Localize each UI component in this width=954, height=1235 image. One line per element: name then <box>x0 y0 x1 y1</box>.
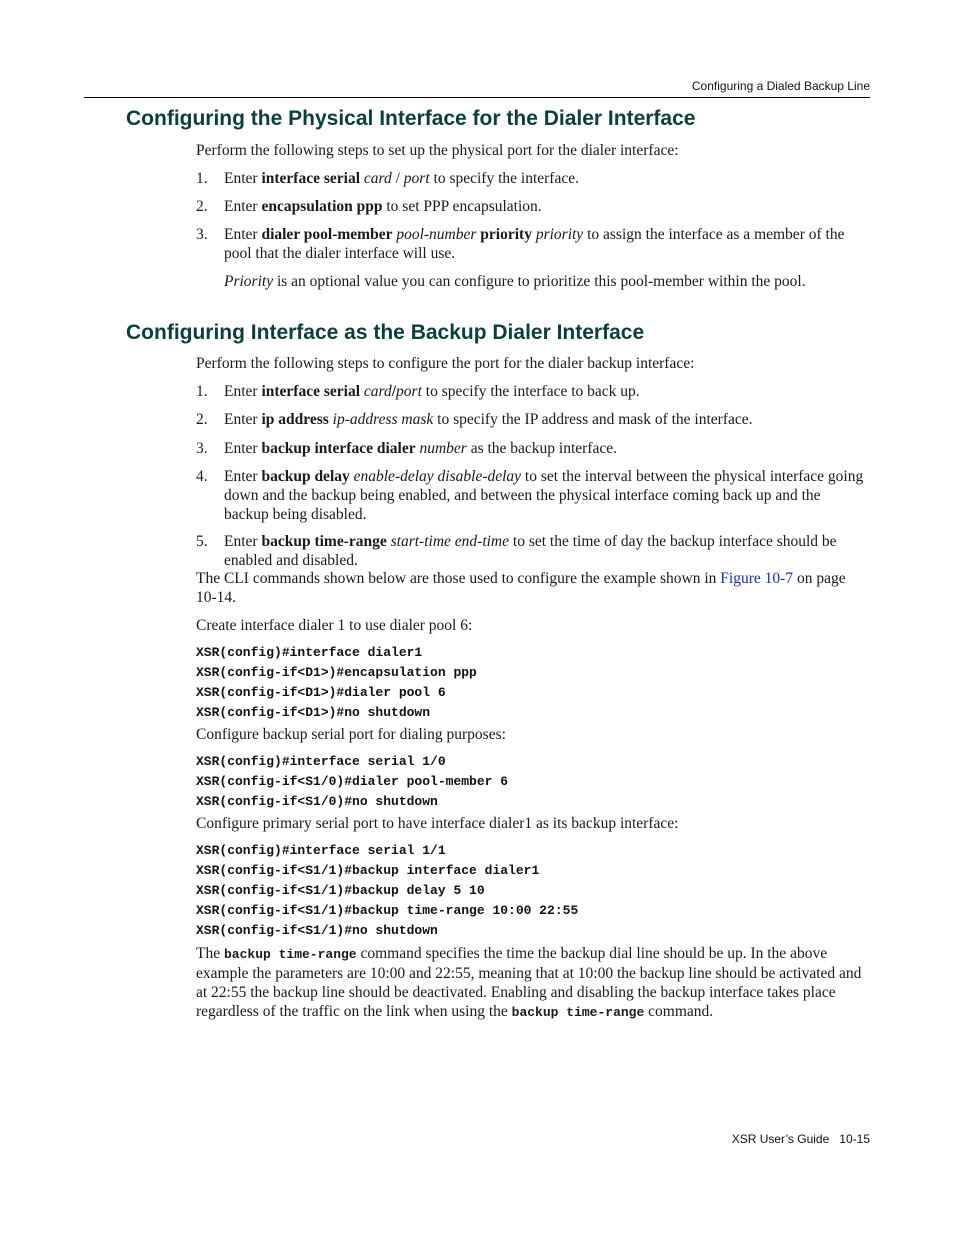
figure-link[interactable]: Figure 10-7 <box>720 570 794 587</box>
cli-intro: The CLI commands shown below are those used to configure the example shown in Figure 10-7 on page 10-14. <box>196 570 846 606</box>
priority-note: Priority is an optional value you can configure to prioritize this pool-member within the pool. <box>224 273 806 290</box>
step-text: Enter backup delay enable-delay disable-delay to set the interval between the physical interface going down and the backup being enabled, and between the physical interface coming back up and the backup being disabled. <box>224 468 864 523</box>
step-text: Enter backup interface dialer number as the backup interface. <box>224 440 617 457</box>
code-line: XSR(config-if<S1/1)#backup time-range 10:00 22:55 <box>196 903 579 918</box>
step-number: 1. <box>196 383 208 400</box>
code-line: XSR(config-if<D1>)#no shutdown <box>196 705 431 720</box>
step-text: Enter backup time-range start-time end-time to set the time of day the backup interface should be enabled and disabled. <box>224 533 837 569</box>
step-number: 2. <box>196 411 208 428</box>
section-heading-backup-dialer: Configuring Interface as the Backup Dialer Interface <box>126 321 645 344</box>
code-line: XSR(config)#interface dialer1 <box>196 645 423 660</box>
step-text: Enter encapsulation ppp to set PPP encapsulation. <box>224 198 542 215</box>
code-line: XSR(config-if<D1>)#encapsulation ppp <box>196 665 477 680</box>
header-rule <box>84 97 870 98</box>
code-line: XSR(config)#interface serial 1/0 <box>196 754 446 769</box>
step-number: 4. <box>196 468 208 485</box>
step-number: 2. <box>196 198 208 215</box>
configure-backup-text: Configure backup serial port for dialing purposes: <box>196 726 506 743</box>
code-line: XSR(config-if<S1/0)#no shutdown <box>196 794 438 809</box>
code-line: XSR(config-if<S1/1)#no shutdown <box>196 923 438 938</box>
code-line: XSR(config-if<S1/0)#dialer pool-member 6 <box>196 774 509 789</box>
time-range-explanation: The backup time-range command specifies the time the backup dial line should be up. In the above example the parameters are 10:00 and 22:55, meaning that at 10:00 the backup line should be activated and at 22:55 the backup line should be deactivated. Enabling and disabling the backup interface takes place regardless of the traffic on the link when using the backup time-range command. <box>196 945 862 1020</box>
code-line: XSR(config-if<D1>)#dialer pool 6 <box>196 685 446 700</box>
configure-primary-text: Configure primary serial port to have interface dialer1 as its backup interface: <box>196 815 679 832</box>
step-number: 1. <box>196 170 208 187</box>
code-line: XSR(config)#interface serial 1/1 <box>196 843 446 858</box>
code-line: XSR(config-if<S1/1)#backup interface dialer1 <box>196 863 540 878</box>
running-header: Configuring a Dialed Backup Line <box>691 79 870 93</box>
create-dialer-text: Create interface dialer 1 to use dialer pool 6: <box>196 617 473 634</box>
section2-intro: Perform the following steps to configure the port for the dialer backup interface: <box>196 355 695 372</box>
section-heading-physical-interface: Configuring the Physical Interface for the Dialer Interface <box>126 107 696 130</box>
step-text: Enter interface serial card / port to specify the interface. <box>224 170 579 187</box>
step-number: 5. <box>196 533 208 550</box>
step-number: 3. <box>196 440 208 457</box>
page-footer: XSR User’s Guide 10-15 <box>731 1132 870 1146</box>
step-text: Enter interface serial card/port to specify the interface to back up. <box>224 383 640 400</box>
step-text: Enter ip address ip-address mask to specify the IP address and mask of the interface. <box>224 411 753 428</box>
section1-intro: Perform the following steps to set up the physical port for the dialer interface: <box>196 142 679 159</box>
code-line: XSR(config-if<S1/1)#backup delay 5 10 <box>196 883 485 898</box>
step-number: 3. <box>196 226 208 243</box>
step-text: Enter dialer pool-member pool-number priority priority to assign the interface as a member of the pool that the dialer interface will use. <box>224 226 845 262</box>
